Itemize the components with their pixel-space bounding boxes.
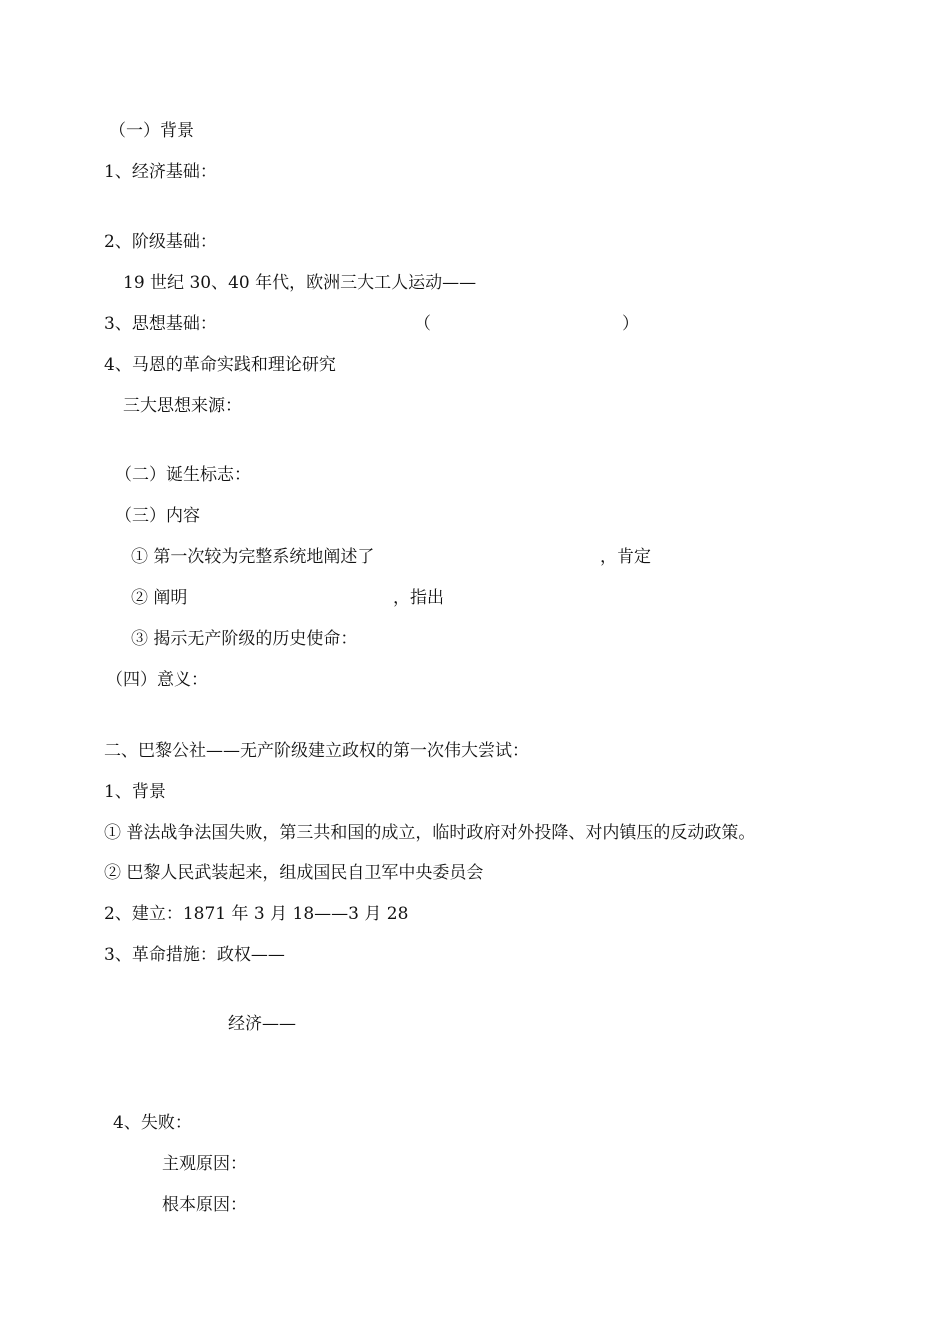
pc-background-2: ② 巴黎人民武装起来，组成国民自卫军中央委员会 — [104, 863, 484, 883]
blank-paren-open: （ — [414, 314, 431, 334]
item-economic-basis: 1、经济基础： — [104, 162, 217, 182]
blank-paren-close: ） — [622, 314, 639, 334]
three-sources-text: 三大思想来源： — [123, 396, 242, 416]
item-class-basis: 2、阶级基础： — [104, 232, 217, 252]
pc-background-1: ① 普法战争法国失败，第三共和国的成立，临时政府对外投降、对内镇压的反动政策。 — [104, 823, 756, 843]
pc-item-failure: 4、失败： — [113, 1113, 192, 1133]
section-heading-content: （三）内容 — [115, 506, 200, 526]
pc-item-measures: 3、革命措施：政权—— — [104, 945, 285, 965]
content-item-1-affirm: ，肯定 — [600, 547, 651, 567]
item-marx-engels: 4、马恩的革命实践和理论研究 — [104, 355, 336, 375]
pc-item-established: 2、建立：1871 年 3 月 18——3 月 28 — [104, 904, 409, 924]
labor-movements-text: 19 世纪 30、40 年代，欧洲三大工人运动—— — [123, 273, 477, 293]
pc-failure-subjective: 主观原因： — [162, 1154, 247, 1174]
section-heading-background: （一）背景 — [109, 121, 194, 141]
pc-failure-fundamental: 根本原因： — [162, 1195, 247, 1215]
content-item-1: ① 第一次较为完整系统地阐述了 — [131, 547, 375, 567]
paris-commune-heading: 二、巴黎公社——无产阶级建立政权的第一次伟大尝试： — [104, 741, 529, 761]
content-item-2: ② 阐明 — [131, 588, 188, 608]
content-item-3: ③ 揭示无产阶级的历史使命： — [131, 629, 358, 649]
section-heading-birth-sign: （二）诞生标志： — [115, 465, 251, 485]
content-item-2-point: ，指出 — [393, 588, 444, 608]
item-thought-basis: 3、思想基础： — [104, 314, 217, 334]
pc-item-background: 1、背景 — [104, 782, 166, 802]
pc-measures-economy: 经济—— — [228, 1014, 296, 1034]
section-heading-significance: （四）意义： — [106, 670, 208, 690]
